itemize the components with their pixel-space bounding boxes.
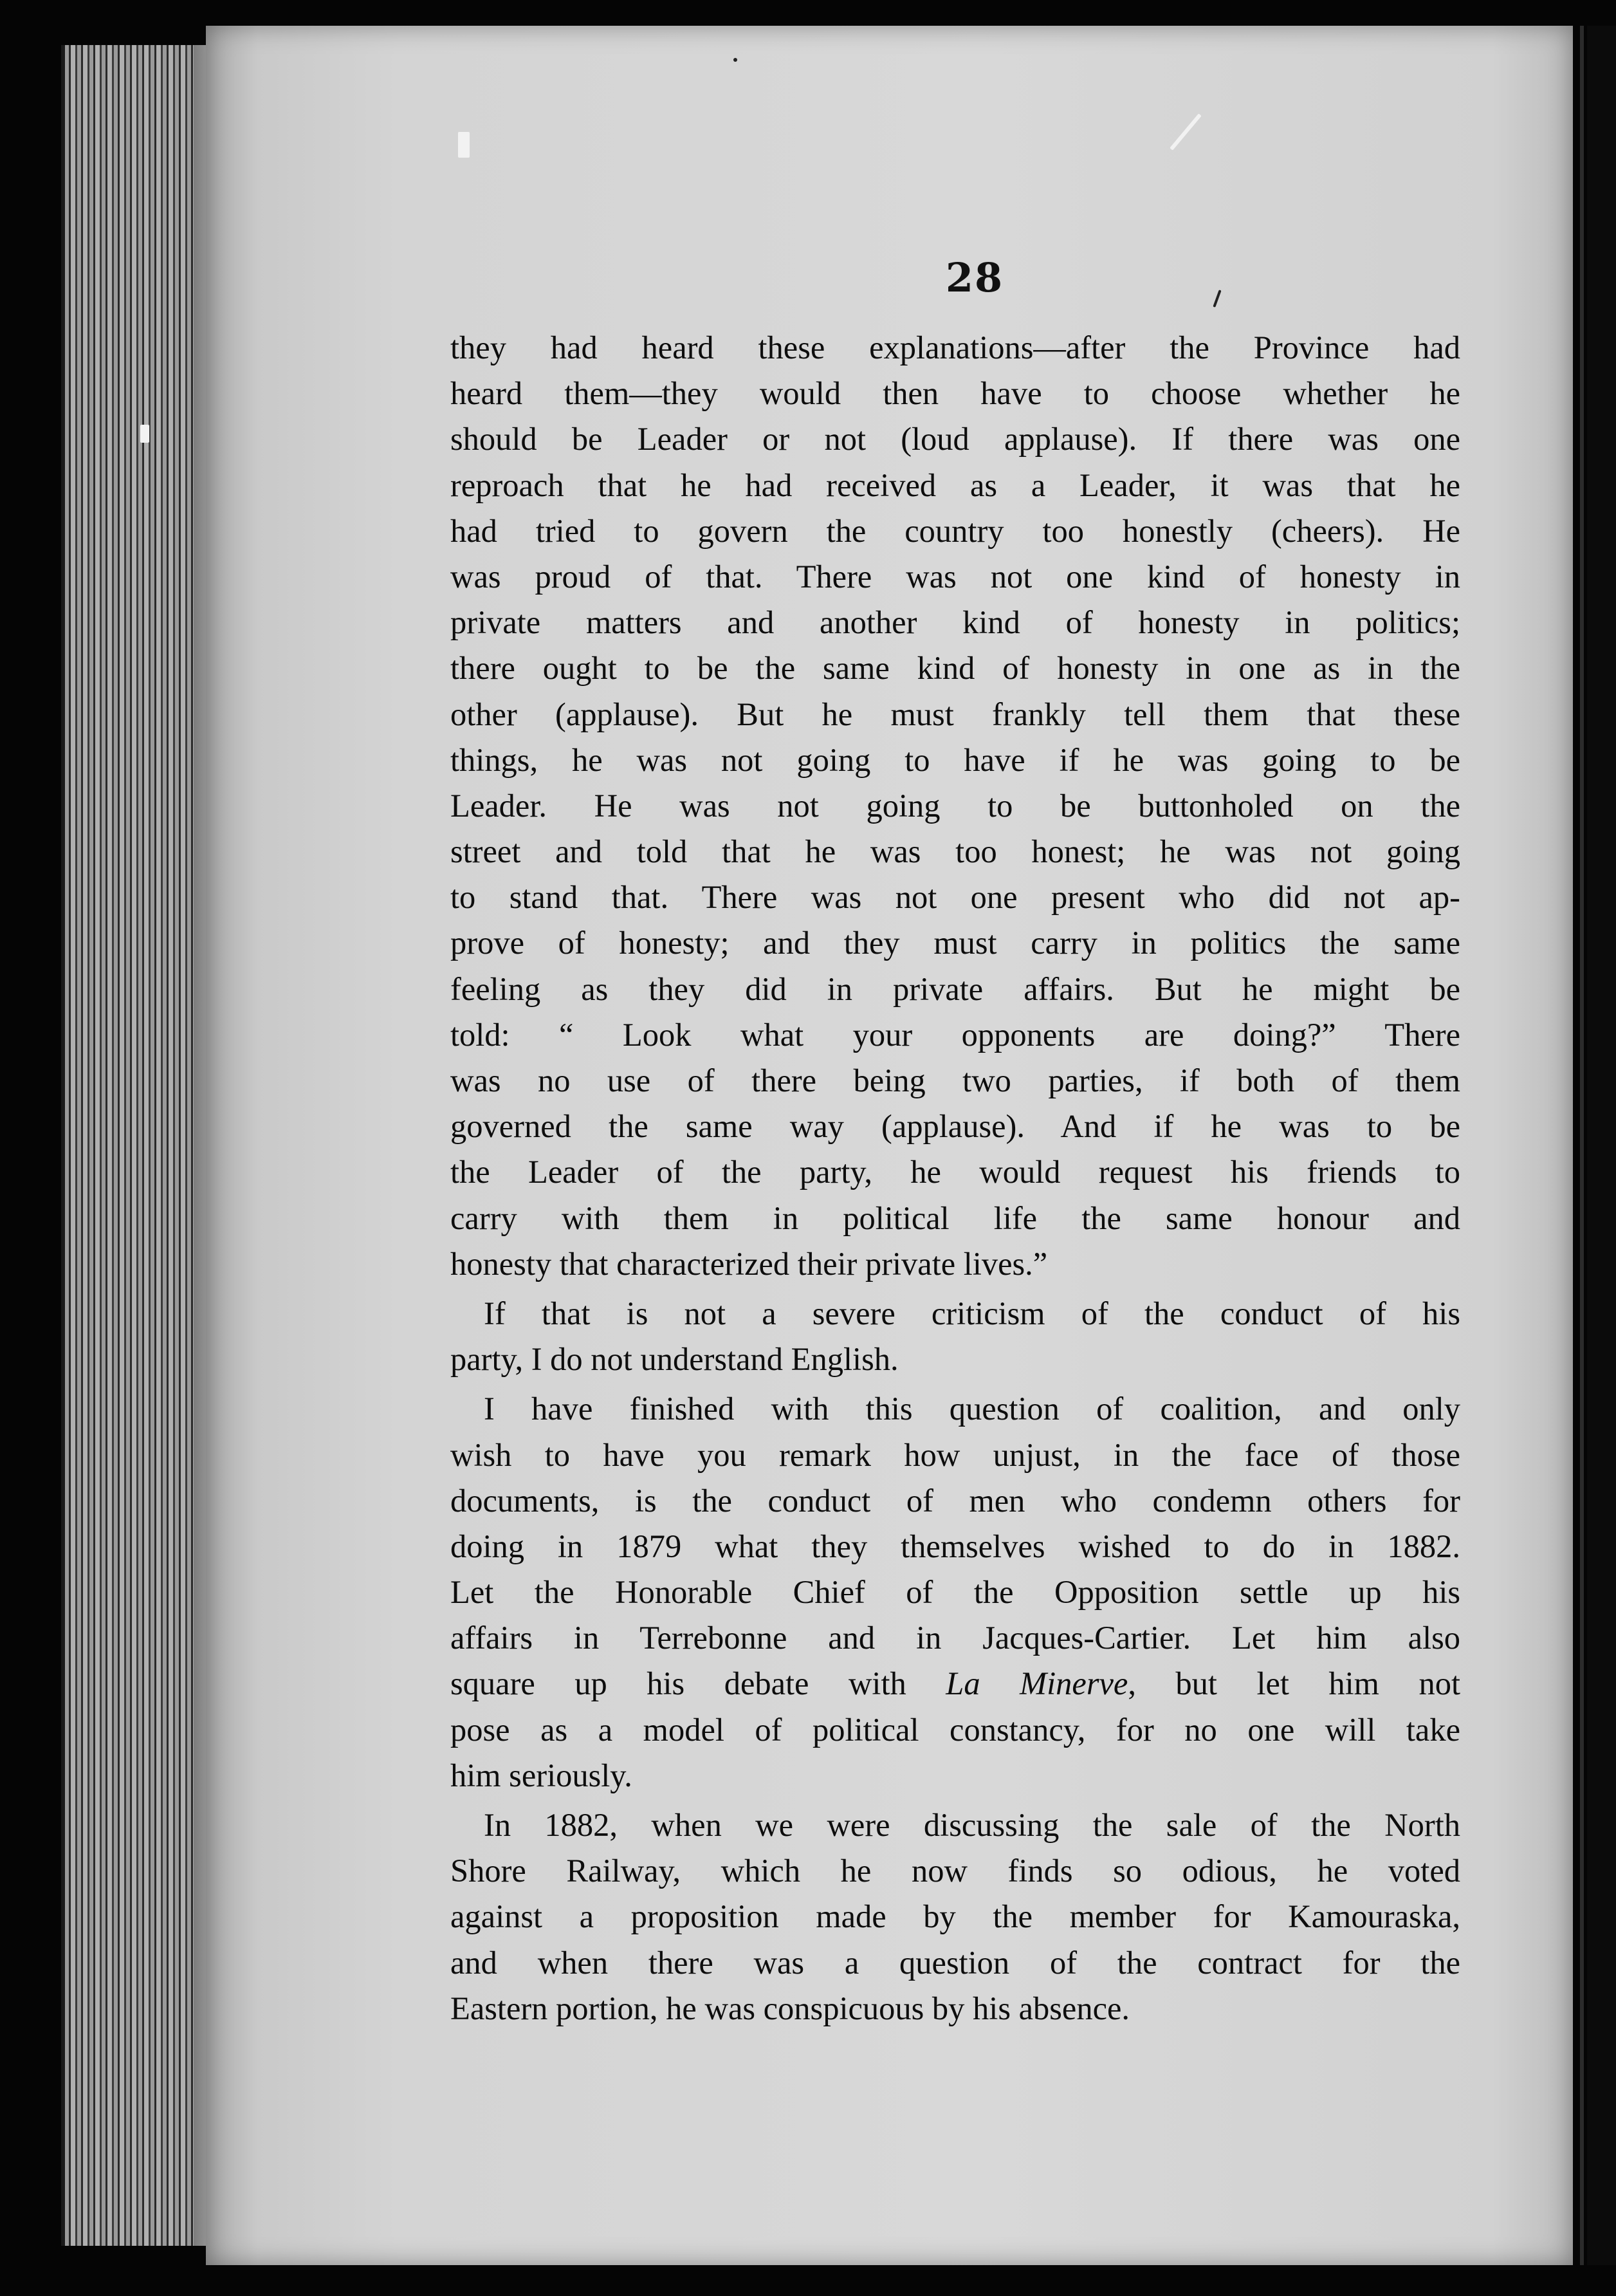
- scan-speck: [140, 425, 149, 443]
- body-text: [450, 325, 1460, 2032]
- paragraph: [450, 1291, 1460, 1382]
- text-line: there ought to be the same kind of honesty in one as in the: [450, 650, 1460, 687]
- text-line: the Leader of the party, he would request his friends to: [450, 1154, 1460, 1190]
- text-line: governed the same way (applause). And if he was to be: [450, 1108, 1460, 1145]
- text-line: was proud of that. There was not one kind of honesty in: [450, 558, 1460, 595]
- text-line: prove of honesty; and they must carry in politics the same: [450, 925, 1460, 961]
- text-line-with-italic: [450, 1661, 1460, 1707]
- text-line: If that is not a severe criticism of the conduct of his: [484, 1295, 1460, 1331]
- text-line: and when there was a question of the contract for the: [450, 1944, 1460, 1981]
- page-number: 28: [945, 254, 1004, 301]
- text-line: I have finished with this question of coalition, and only: [484, 1391, 1460, 1427]
- text-fragment: , but let him not: [1128, 1665, 1460, 1702]
- text-line: Let the Honorable Chief of the Opposition settle up his: [450, 1574, 1460, 1611]
- text-line: party, I do not understand English.: [450, 1341, 899, 1378]
- text-line: told: “ Look what your opponents are doing?” There: [450, 1016, 1460, 1053]
- text-line: honesty that characterized their private lives.”: [450, 1245, 1048, 1282]
- text-line: things, he was not going to have if he was going to be: [450, 741, 1460, 778]
- text-line: In 1882, when we were discussing the sale of the North: [484, 1807, 1460, 1843]
- paragraph: [450, 1386, 1460, 1799]
- text-line: to stand that. There was not one present who did not ap-: [450, 879, 1460, 916]
- text-line: documents, is the conduct of men who condemn others for: [450, 1482, 1460, 1519]
- text-line: reproach that he had received as a Leader, it was that he: [450, 467, 1460, 503]
- text-line: feeling as they did in private affairs. But he might be: [450, 970, 1460, 1007]
- text-line: Eastern portion, he was conspicuous by his absence.: [450, 1990, 1130, 2026]
- text-line: heard them—they would then have to choose whether he: [450, 375, 1460, 412]
- text-line: other (applause). But he must frankly tell them that these: [450, 696, 1460, 732]
- text-line: Shore Railway, which he now finds so odious, he voted: [450, 1853, 1460, 1889]
- scan-speck: [733, 58, 737, 62]
- next-page-edge: [1587, 26, 1616, 2265]
- text-line: was no use of there being two parties, if both of them: [450, 1062, 1460, 1098]
- text-line: pose as a model of political constancy, for no one will take: [450, 1711, 1460, 1748]
- text-line: should be Leader or not (loud applause). If there was one: [450, 421, 1460, 458]
- scan-speck: [458, 132, 470, 158]
- text-line: they had heard these explanations—after the Province had: [450, 329, 1460, 366]
- text-line: had tried to govern the country too honestly (cheers). He: [450, 512, 1460, 549]
- text-line: private matters and another kind of honesty in politics;: [450, 604, 1460, 641]
- text-line: wish to have you remark how unjust, in the face of those: [450, 1436, 1460, 1473]
- text-line: against a proposition made by the member for Kamouraska,: [450, 1898, 1460, 1935]
- text-line: street and told that he was too honest; he was not going: [450, 833, 1460, 870]
- text-line: doing in 1879 what they themselves wished to do in 1882.: [450, 1528, 1460, 1564]
- text-line: him seriously.: [450, 1757, 632, 1793]
- paragraph: [450, 325, 1460, 1287]
- page-gutter-line: [1580, 26, 1584, 2265]
- text-fragment: square up his debate with: [450, 1665, 946, 1702]
- book-page-edges: [61, 45, 219, 2246]
- paragraph: [450, 1802, 1460, 2032]
- text-line: carry with them in political life the same honour and: [450, 1199, 1460, 1236]
- text-line: affairs in Terrebonne and in Jacques-Cartier. Let him also: [450, 1620, 1460, 1656]
- text-line: Leader. He was not going to be buttonholed on the: [450, 787, 1460, 824]
- italic-title: La Minerve: [946, 1665, 1128, 1702]
